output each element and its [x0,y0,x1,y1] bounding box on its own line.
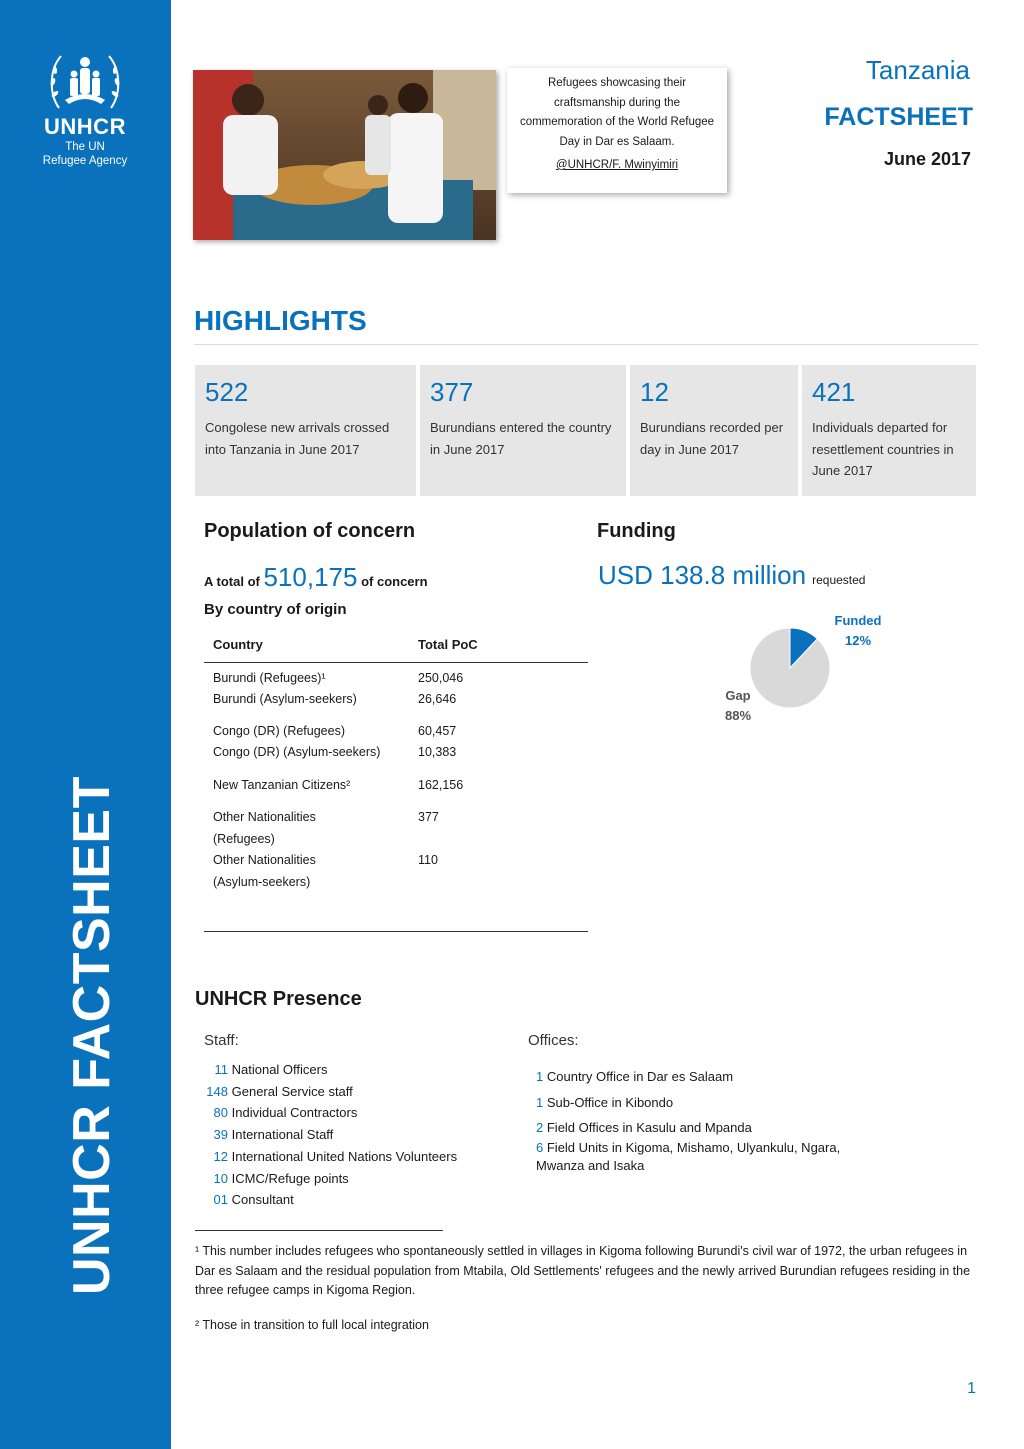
staff-role: ICMC/Refuge points [231,1171,349,1186]
offices-label: Offices: [528,1032,579,1049]
staff-count: 10 [213,1171,228,1186]
photo-credit: @UNHCR/F. Mwinyimiri [555,159,679,171]
table-cell-total: 110 [418,853,438,867]
photo-caption [507,68,727,193]
highlight-card [420,365,626,496]
office-desc: Country Office in Dar es Salaam [546,1069,734,1084]
sidebar [0,0,171,1449]
footnote-1: ¹ This number includes refugees who spontaneously settled in villages in Kigoma following Burundi's civil war of 1972, the urban refugees in Dar es Salaam and the residual population from Mtabila, Old Settlements' refugees and the newly arrived Burundian refugees residing in the three refugee camps in Kigoma Region. [195,1244,971,1297]
table-header-rule [204,662,588,663]
highlight-number: 12 [640,377,669,407]
funded-label: Funded [834,613,882,628]
by-origin-label: By country of origin [204,601,347,618]
table-cell-country: Burundi (Refugees)¹ [213,671,326,685]
staff-role: Individual Contractors [231,1105,358,1120]
highlight-number: 421 [812,377,856,407]
staff-count: 12 [213,1149,228,1164]
office-desc: Sub-Office in Kibondo [546,1095,674,1110]
staff-count: 39 [213,1127,228,1142]
staff-role: General Service staff [231,1084,353,1099]
table-cell-total: 162,156 [418,778,464,792]
highlight-card [802,365,976,496]
funding-title: Funding [597,520,676,542]
vertical-title: UNHCR FACTSHEET [63,776,121,1295]
staff-item [204,1127,333,1142]
document-date: June 2017 [883,149,971,169]
staff-item [204,1192,294,1207]
staff-count: 80 [213,1105,228,1120]
staff-count: 148 [206,1084,228,1099]
staff-role: National Officers [231,1062,328,1077]
office-count: 6 [536,1140,544,1155]
total-prefix: A total of [204,574,260,589]
cover-photo [193,70,496,240]
office-item-cont: Mwanza and Isaka [536,1158,645,1173]
table-bottom-rule [204,931,588,932]
page-number: 1 [967,1380,976,1397]
tagline-line-1: The UN [65,141,105,153]
staff-count: 11 [214,1062,228,1077]
country-title: Tanzania [865,55,970,85]
highlight-number: 377 [430,377,474,407]
funded-percent: 12% [844,633,872,648]
staff-role: International Staff [231,1127,334,1142]
table-cell-total: 26,646 [418,692,457,706]
staff-item [204,1062,327,1077]
gap-label-group [712,686,764,726]
office-item [536,1120,752,1135]
staff-item [204,1149,457,1164]
gap-label: Gap [725,688,751,703]
office-item [536,1095,673,1110]
staff-item [204,1084,353,1099]
highlights-divider [194,344,978,345]
table-cell-country: Burundi (Asylum-seekers) [213,692,357,706]
table-cell-total: 10,383 [418,745,457,759]
column-header-total: Total PoC [418,637,478,652]
highlight-text: Individuals departed for resettlement countries in June 2017 [812,420,954,478]
staff-label: Staff: [204,1032,239,1049]
footnote-2: ² Those in transition to full local integration [195,1318,429,1332]
table-cell-country: Congo (DR) (Asylum-seekers) [213,745,381,759]
highlight-number: 522 [205,377,249,407]
staff-role: International United Nations Volunteers [231,1149,458,1164]
funding-amount: USD 138.8 million [598,560,807,590]
office-desc: Field Units in Kigoma, Mishamo, Ulyankulu, Ngara, [546,1140,841,1155]
table-cell-country: Other Nationalities [213,810,316,824]
office-count: 1 [536,1069,544,1084]
table-cell-country: Congo (DR) (Refugees) [213,724,345,738]
staff-count: 01 [213,1192,228,1207]
staff-role: Consultant [231,1192,294,1207]
funding-requested-label: requested [812,573,866,587]
table-cell-total: 250,046 [418,671,464,685]
table-cell-total: 377 [418,810,439,824]
document-type: FACTSHEET [824,103,973,131]
total-suffix: of concern [361,574,428,589]
table-cell-country-cont: (Refugees) [213,832,275,846]
office-count: 1 [536,1095,544,1110]
staff-item [204,1171,349,1186]
highlight-text: Congolese new arrivals crossed into Tanzania in June 2017 [205,420,390,457]
table-cell-country: Other Nationalities [213,853,316,867]
presence-title: UNHCR Presence [195,988,362,1010]
population-total [204,562,428,593]
unhcr-family-laurel-icon [45,50,125,112]
brand-name: UNHCR [44,114,126,139]
table-cell-country-cont: (Asylum-seekers) [213,875,311,889]
highlight-text: Burundians recorded per day in June 2017 [640,420,784,457]
office-count: 2 [536,1120,544,1135]
office-desc: Field Offices in Kasulu and Mpanda [546,1120,752,1135]
highlights-title: HIGHLIGHTS [194,305,367,336]
highlight-card [630,365,798,496]
caption-text: Refugees showcasing their craftsmanship during the commemoration of the World Refugee Day in Dar es Salaam. [519,77,715,148]
office-item [536,1140,840,1155]
funded-label-group [826,611,890,651]
highlight-card [195,365,416,496]
column-header-country: Country [213,637,263,652]
staff-item [204,1105,357,1120]
tagline-line-2: Refugee Agency [42,155,128,167]
footnote-rule [195,1230,443,1231]
funding-amount-line [598,560,865,591]
unhcr-logo [30,50,140,168]
highlight-text: Burundians entered the country in June 2017 [430,420,612,457]
total-value: 510,175 [263,562,358,592]
table-cell-total: 60,457 [418,724,457,738]
gap-percent: 88% [724,708,752,723]
office-item [536,1069,733,1084]
table-cell-country: New Tanzanian Citizens² [213,778,351,792]
population-title: Population of concern [204,520,416,542]
